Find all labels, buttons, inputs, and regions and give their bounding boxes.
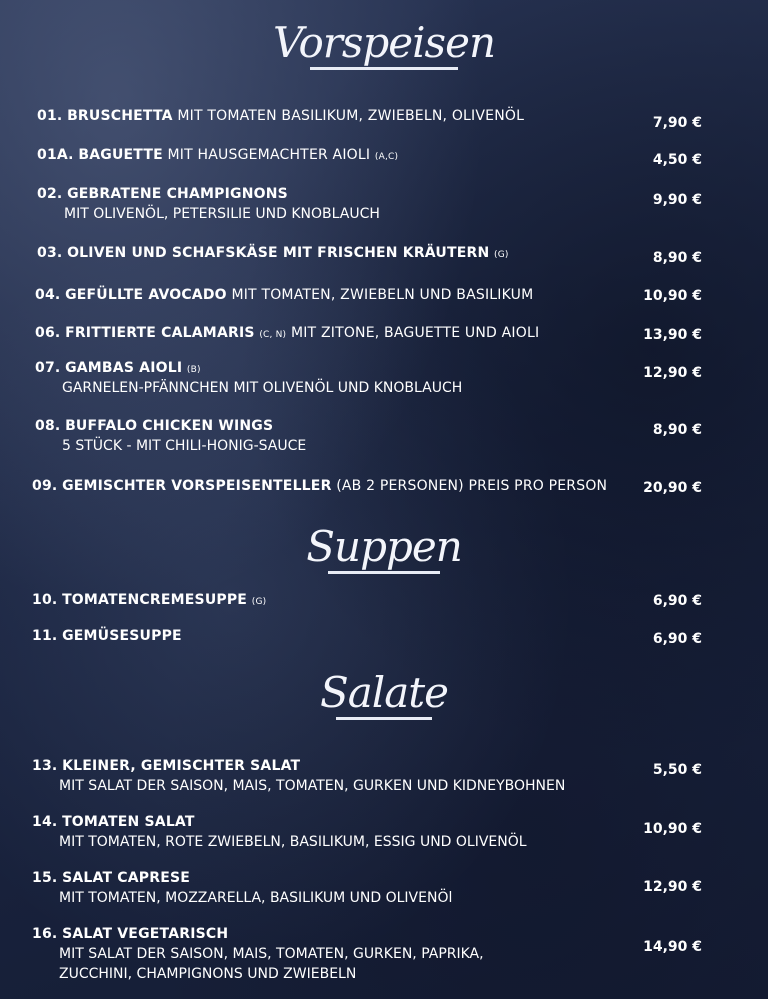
item-number: 02. <box>37 186 63 202</box>
item-number: 14. <box>32 814 58 830</box>
item-allergens: (G) <box>251 597 267 607</box>
item-description: GARNELEN-PFÄNNCHEN MIT OLIVENÖL UND KNOBLAUCH <box>62 380 463 396</box>
menu-item-line <box>37 186 288 202</box>
section-title: Vorspeisen <box>272 18 496 67</box>
item-name: KLEINER, GEMISCHTER SALAT <box>62 758 301 774</box>
item-name: BAGUETTE <box>78 147 163 163</box>
menu-item-line <box>37 147 398 163</box>
item-name: TOMATENCREMESUPPE <box>62 592 248 608</box>
section-heading-vorspeisen <box>0 18 768 70</box>
item-description: ZUCCHINI, CHAMPIGNONS UND ZWIEBELN <box>59 966 357 982</box>
item-number: 01A. <box>37 147 74 163</box>
item-name: TOMATEN SALAT <box>62 814 195 830</box>
item-allergens: (C, N) <box>259 330 287 340</box>
item-price: 9,90 € <box>652 192 702 208</box>
item-name: OLIVEN UND SCHAFSKÄSE MIT FRISCHEN KRÄUTERN <box>67 245 490 261</box>
section-heading-suppen <box>0 522 768 574</box>
item-allergens: (A,C) <box>374 152 399 162</box>
section-title: Suppen <box>306 522 462 571</box>
menu-item-line <box>37 245 509 261</box>
heading-underline <box>336 717 432 720</box>
menu-item-line <box>35 360 201 376</box>
item-price: 12,90 € <box>643 365 702 381</box>
section-heading-salate <box>0 668 768 720</box>
item-number: 06. <box>35 325 61 341</box>
item-description: MIT TOMATEN BASILIKUM, ZWIEBELN, OLIVENÖL <box>177 108 525 124</box>
item-allergens: (B) <box>186 365 201 375</box>
item-description: 5 STÜCK - MIT CHILI-HONIG-SAUCE <box>62 438 307 454</box>
menu-item-line <box>32 758 300 774</box>
item-description: MIT SALAT DER SAISON, MAIS, TOMATEN, GURKEN UND KIDNEYBOHNEN <box>59 778 566 794</box>
menu-item-line <box>35 325 539 341</box>
item-price: 14,90 € <box>643 939 702 955</box>
item-number: 03. <box>37 245 63 261</box>
item-name: GEMISCHTER VORSPEISENTELLER <box>62 478 332 494</box>
menu-item-line <box>32 814 195 830</box>
item-description: MIT TOMATEN, ZWIEBELN UND BASILIKUM <box>231 287 534 303</box>
section-title: Salate <box>319 668 449 717</box>
item-description: MIT SALAT DER SAISON, MAIS, TOMATEN, GURKEN, PAPRIKA, <box>59 946 484 962</box>
item-price: 6,90 € <box>652 593 702 609</box>
item-name: SALAT CAPRESE <box>62 870 191 886</box>
item-price: 7,90 € <box>652 115 702 131</box>
item-number: 07. <box>35 360 61 376</box>
item-price: 10,90 € <box>643 821 702 837</box>
item-number: 11. <box>32 628 58 644</box>
menu-item-line <box>32 628 182 644</box>
item-number: 16. <box>32 926 58 942</box>
item-number: 13. <box>32 758 58 774</box>
item-number: 10. <box>32 592 58 608</box>
item-description: MIT TOMATEN, ROTE ZWIEBELN, BASILIKUM, ESSIG UND OLIVENÖL <box>59 834 527 850</box>
item-number: 04. <box>35 287 61 303</box>
item-name: GAMBAS AIOLI <box>65 360 183 376</box>
item-description: MIT HAUSGEMACHTER AIOLI <box>167 147 371 163</box>
menu-item-line <box>37 108 524 124</box>
menu-item-line <box>32 870 190 886</box>
item-name: BUFFALO CHICKEN WINGS <box>65 418 274 434</box>
item-description: MIT TOMATEN, MOZZARELLA, BASILIKUM UND OLIVENÖl <box>59 890 453 906</box>
item-price: 20,90 € <box>643 480 702 496</box>
item-name: GEBRATENE CHAMPIGNONS <box>67 186 288 202</box>
item-number: 15. <box>32 870 58 886</box>
item-description: (AB 2 PERSONEN) PREIS PRO PERSON <box>336 478 608 494</box>
item-name: FRITTIERTE CALAMARIS <box>65 325 255 341</box>
item-price: 10,90 € <box>643 288 702 304</box>
item-number: 09. <box>32 478 58 494</box>
item-number: 08. <box>35 418 61 434</box>
item-price: 6,90 € <box>652 631 702 647</box>
heading-underline <box>328 571 440 574</box>
item-allergens: (G) <box>494 250 509 260</box>
item-description: MIT ZITONE, BAGUETTE UND AIOLI <box>290 325 540 341</box>
menu-item-line <box>32 478 607 494</box>
item-price: 13,90 € <box>643 327 702 343</box>
item-name: GEMÜSESUPPE <box>62 628 182 644</box>
menu-item-line <box>32 926 228 942</box>
item-price: 5,50 € <box>652 762 702 778</box>
menu-item-line <box>32 592 266 608</box>
item-name: GEFÜLLTE AVOCADO <box>65 287 227 303</box>
item-number: 01. <box>37 108 63 124</box>
menu-item-line <box>35 287 533 303</box>
item-price: 4,50 € <box>652 152 702 168</box>
heading-underline <box>310 67 458 70</box>
menu-item-line <box>35 418 273 434</box>
item-name: BRUSCHETTA <box>67 108 173 124</box>
item-name: SALAT VEGETARISCH <box>62 926 229 942</box>
item-price: 12,90 € <box>643 879 702 895</box>
item-price: 8,90 € <box>652 250 702 266</box>
item-description: MIT OLIVENÖL, PETERSILIE UND KNOBLAUCH <box>64 206 380 222</box>
item-price: 8,90 € <box>652 422 702 438</box>
